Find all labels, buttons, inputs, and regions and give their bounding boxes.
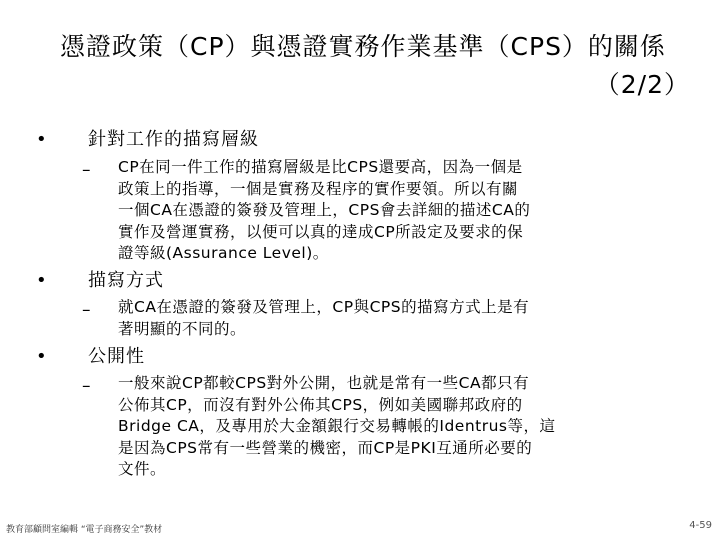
sub-line: 一般來說CP都較CPS對外公開，也就是常有一些CA都只有 [118, 374, 530, 392]
bullet-heading-2: 描寫方式 [88, 270, 164, 291]
title-line-2: （2/2） [594, 70, 690, 99]
footer-source: 教育部顧問室編輯 “電子商務安全”教材 [6, 525, 163, 535]
sub-line: 著明顯的不同的。 [118, 319, 247, 338]
sub-paragraph-3 [118, 373, 683, 481]
sub-line: CP在同一件工作的描寫層級是比CPS還要高，因為一個是 [118, 158, 523, 176]
slide-title [60, 28, 700, 104]
bullet-heading-1: 針對工作的描寫層級 [88, 129, 259, 150]
sub-dash-1: – [82, 160, 91, 180]
bullet-dot-2: • [36, 270, 47, 291]
bullet-dot-3: • [36, 346, 47, 367]
sub-line: 是因為CPS常有一些營業的機密，而CP是PKI互通所必要的 [118, 438, 533, 457]
sub-line: 文件。 [118, 460, 167, 478]
page-number: 4-59 [689, 520, 712, 531]
sub-paragraph-2 [118, 297, 683, 340]
sub-line: 實作及營運實務，以便可以真的達成CP所設定及要求的保 [118, 222, 524, 241]
bullet-heading-3: 公開性 [88, 346, 145, 367]
sub-line: 證等級(Assurance Level)。 [118, 244, 329, 262]
title-line-1: 憑證政策（CP）與憑證實務作業基準（CPS）的關係 [60, 32, 666, 61]
sub-line: 一個CA在憑證的簽發及管理上，CPS會去詳細的描述CA的 [118, 201, 531, 219]
sub-line: 政策上的指導，一個是實務及程序的實作要領。所以有關 [118, 179, 519, 198]
sub-line: 就CA在憑證的簽發及管理上，CP與CPS的描寫方式上是有 [118, 298, 530, 316]
sub-paragraph-1 [118, 157, 683, 265]
sub-dash-2: – [82, 300, 91, 320]
sub-dash-3: – [82, 376, 91, 396]
sub-line: 公佈其CP，而沒有對外公佈其CPS，例如美國聯邦政府的 [118, 395, 523, 414]
bullet-dot-1: • [36, 129, 47, 150]
sub-line: Bridge CA，及專用於大金額銀行交易轉帳的Identrus等，這 [118, 417, 556, 435]
